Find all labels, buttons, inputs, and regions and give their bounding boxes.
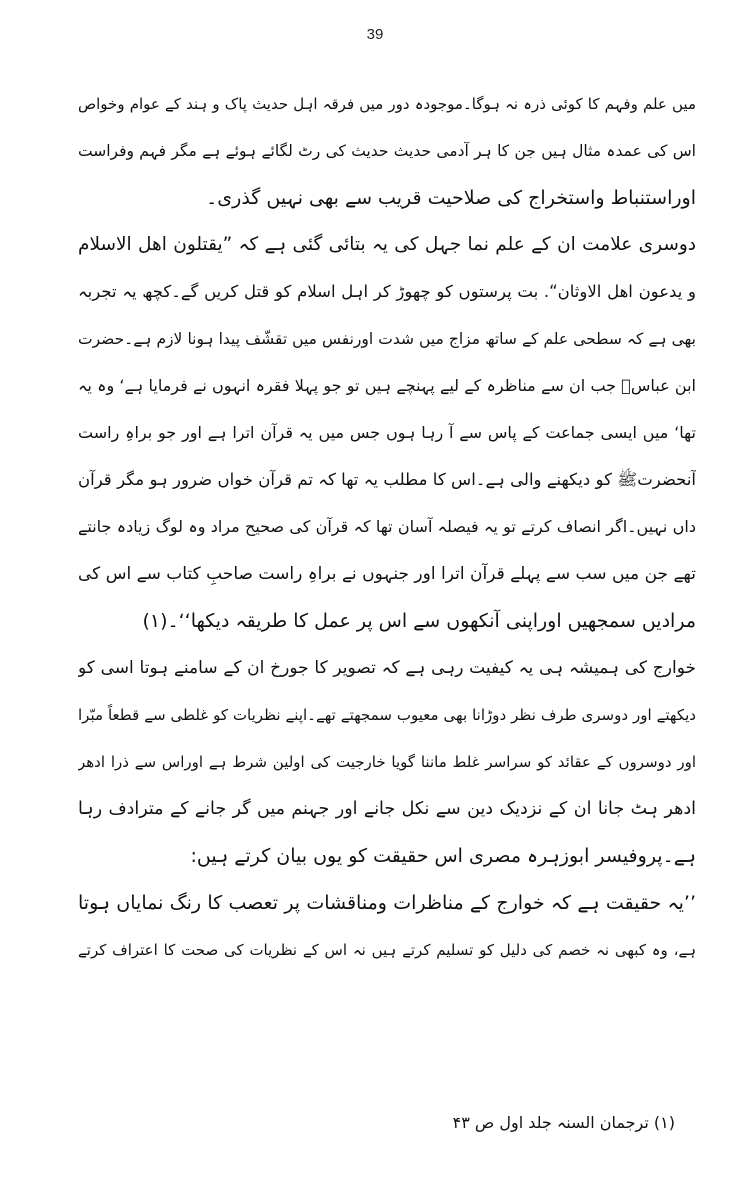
text-line: مرادیں سمجھیں اوراپنی آنکھوں سے اس پر عمل کا طریقہ دیکھا‘‘۔(۱)	[142, 610, 696, 632]
text-line: ابن عباسؓ جب ان سے مناظرہ کے لیے پہنچے ہیں تو جو پہلا فقرہ انہوں نے فرمایا ہے‘ وہ یہ	[78, 376, 696, 395]
text-line: و یدعون اھل الاوثان“. بت پرستوں کو چھوڑ کر اہل اسلام کو قتل کریں گے۔کچھ یہ تجربہ	[78, 282, 696, 301]
text-line: آنحضرتﷺ کو دیکھنے والی ہے۔اس کا مطلب یہ تھا کہ تم قرآن خواں ضرور ہو مگر قرآن	[78, 470, 696, 489]
body-text	[78, 84, 696, 977]
text-line: اس کی عمدہ مثال ہیں جن کا ہر آدمی حدیث حدیث کی رٹ لگائے ہوئے ہے مگر فہم وفراست	[78, 142, 696, 160]
footnote: (۱) ترجمان السنہ جلد اول ص ۴۳	[452, 1113, 675, 1132]
text-line: تھا‘ میں ایسی جماعت کے پاس سے آ رہا ہوں جس میں یہ قرآن اترا ہے اور جو براہِ راست	[78, 423, 696, 442]
text-line: دیکھتے اور دوسری طرف نظر دوڑانا بھی معیوب سمجھتے تھے۔اپنے نظریات کو غلطی سے قطعاً مبّرا	[78, 706, 696, 724]
text-line: اوراستنباط واستخراج کی صلاحیت قریب سے بھی نہیں گذری۔	[206, 187, 696, 209]
text-line: ہے۔پروفیسر ابوزہرہ مصری اس حقیقت کو یوں بیان کرتے ہیں:	[190, 845, 696, 867]
text-line: ہے، وہ کبھی نہ خصم کی دلیل کو تسلیم کرتے ہیں نہ اس کے نظریات کی صحت کا اعتراف کرتے	[78, 941, 696, 959]
text-line: اور دوسروں کے عقائد کو سراسر غلط ماننا گویا خارجیت کی اولین شرط ہے اوراس سے ذرا ادھر	[78, 753, 696, 771]
text-line: تھے جن میں سب سے پہلے قرآن اترا اور جنہوں نے براہِ راست صاحبِ کتاب سے اس کی	[78, 564, 696, 584]
text-line: داں نہیں۔اگر انصاف کرتے تو یہ فیصلہ آسان تھا کہ قرآن کی صحیح مراد وہ لوگ زیادہ جانتے	[78, 517, 696, 536]
text-line: دوسری علامت ان کے علم نما جہل کی یہ بتائی گئی ہے کہ ”یقتلون اھل الاسلام	[78, 234, 696, 255]
text-line: ادھر ہٹ جانا ان کے نزدیک دین سے نکل جانے اور جہنم میں گر جانے کے مترادف رہا	[78, 799, 696, 819]
text-line: بھی ہے کہ سطحی علم کے ساتھ مزاج میں شدت اورنفس میں تقشّف پیدا ہونا لازم ہے۔حضرت	[78, 330, 696, 348]
text-line: خوارج کی ہمیشہ ہی یہ کیفیت رہی ہے کہ تصویر کا جورخ ان کے سامنے ہوتا اسی کو	[78, 658, 696, 678]
text-line: ’’یہ حقیقت ہے کہ خوارج کے مناظرات ومناقشات پر تعصب کا رنگ نمایاں ہوتا	[78, 892, 696, 914]
page-number: 39	[366, 26, 384, 43]
text-line: میں علم وفہم کا کوئی ذرہ نہ ہوگا۔موجودہ دور میں فرقہ اہل حدیث پاک و ہند کے عوام وخواص	[78, 95, 696, 113]
